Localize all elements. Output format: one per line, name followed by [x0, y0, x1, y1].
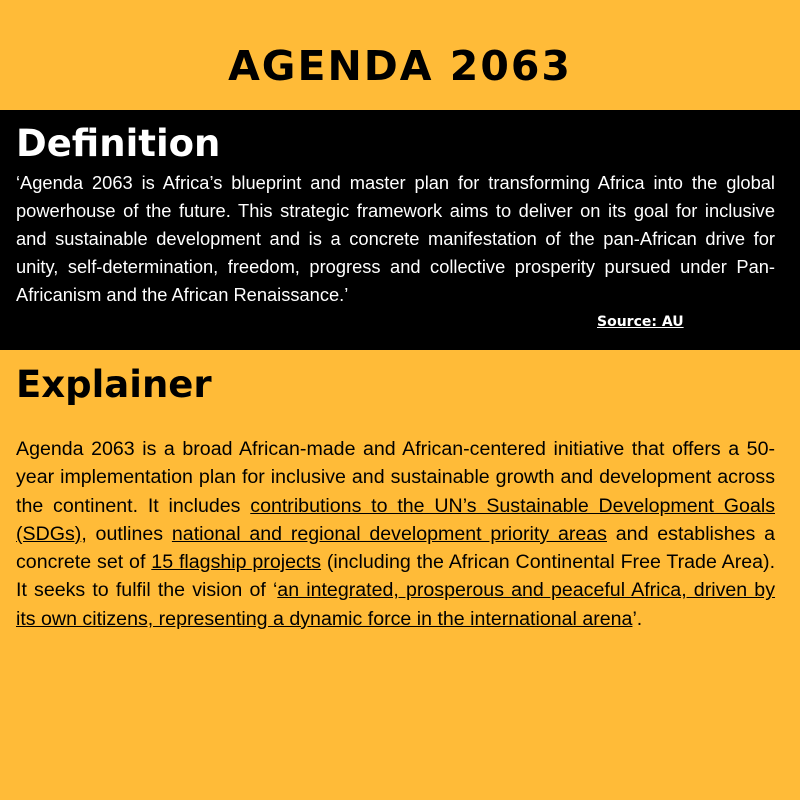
- explainer-text: ’.: [632, 607, 643, 630]
- explainer-paragraph: [16, 435, 775, 633]
- sdg-contributions-link[interactable]: contributions to the UN’s Sustainable Development Goals (SDGs): [16, 494, 775, 545]
- definition-panel: [0, 110, 800, 350]
- definition-quote: ‘Agenda 2063 is Africa’s blueprint and master plan for transforming Africa into the global powerhouse of the future. This strategic framework aims to deliver on its goal for inclusive and sustainable development and is a concrete manifestation of the pan-African drive for unity, self-determination, freedom, progress and collective prosperity pursued under Pan-Africanism and the African Renaissance.’: [16, 172, 775, 305]
- page-title: AGENDA 2063: [228, 42, 572, 90]
- explainer-text: Agenda 2063 is a broad African-made and African-centered initiative that offers a 50-year implementation plan for inclusive and sustainable growth and development across the continent. It includes: [16, 438, 775, 517]
- definition-heading: Definition: [16, 122, 221, 165]
- explainer-text: , outlines: [81, 522, 172, 545]
- definition-source-link[interactable]: Source: AU: [597, 314, 684, 330]
- explainer-text: (including the African Continental Free Trade Area). It seeks to fulfil the vision of ‘: [16, 551, 776, 602]
- flagship-projects-link[interactable]: 15 flagship projects: [151, 551, 322, 574]
- priority-areas-link[interactable]: national and regional development priority areas: [171, 522, 607, 545]
- explainer-heading: Explainer: [16, 363, 212, 406]
- explainer-text: and establishes a concrete set of: [16, 522, 775, 574]
- vision-link[interactable]: an integrated, prosperous and peaceful Africa, driven by its own citizens, representing a dynamic force in the international arena: [16, 579, 775, 630]
